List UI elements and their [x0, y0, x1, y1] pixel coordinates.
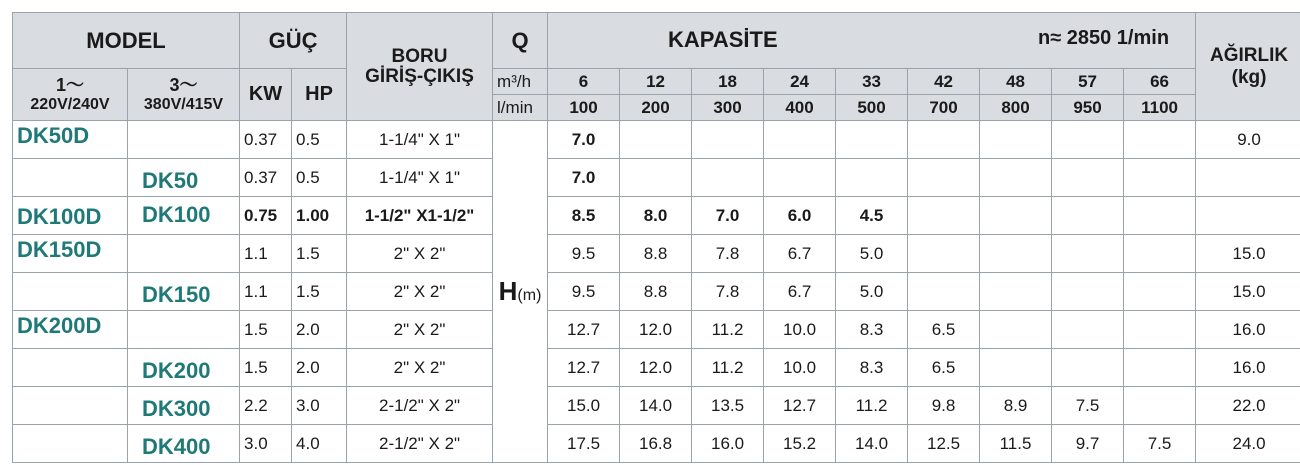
- head-value: [980, 273, 1052, 311]
- head-value: [1052, 311, 1124, 349]
- head-value: 16.8: [620, 425, 692, 463]
- head-value: 11.2: [692, 349, 764, 387]
- unit-lmin: l/min: [493, 95, 548, 121]
- head-value: 15.2: [764, 425, 836, 463]
- weight-header: [1196, 13, 1300, 121]
- head-value: 12.5: [908, 425, 980, 463]
- head-value: [620, 159, 692, 197]
- head-value: 7.5: [1052, 387, 1124, 425]
- head-value: [1124, 121, 1196, 159]
- capacity-m3h: 48: [980, 69, 1052, 95]
- capacity-m3h: 6: [548, 69, 620, 95]
- head-value: 8.0: [620, 197, 692, 235]
- head-value: [1124, 197, 1196, 235]
- head-value: [1052, 349, 1124, 387]
- head-value: [980, 121, 1052, 159]
- model-three-phase: DK400: [128, 425, 240, 463]
- weight-header-line2: (kg): [1231, 66, 1267, 88]
- head-value: 10.0: [764, 349, 836, 387]
- head-value: 12.7: [548, 311, 620, 349]
- head-value: 12.0: [620, 311, 692, 349]
- single-phase-line2: 220V/240V: [30, 95, 110, 113]
- model-single-phase: DK200D: [13, 311, 128, 349]
- head-value: [692, 121, 764, 159]
- head-value: [1124, 387, 1196, 425]
- head-value: 9.5: [548, 235, 620, 273]
- pipe-size: 2" X 2": [347, 235, 493, 273]
- head-value: 8.9: [980, 387, 1052, 425]
- weight-value: 16.0: [1196, 349, 1300, 387]
- weight-value: 24.0: [1196, 425, 1300, 463]
- weight-value: [1196, 197, 1300, 235]
- kw-value: 1.1: [240, 235, 292, 273]
- hp-value: 1.5: [292, 235, 347, 273]
- pump-spec-table: [12, 12, 1300, 463]
- three-phase-line1: 3～: [169, 74, 198, 95]
- head-value: [908, 235, 980, 273]
- head-value: 16.0: [692, 425, 764, 463]
- head-value: 17.5: [548, 425, 620, 463]
- kw-value: 0.37: [240, 121, 292, 159]
- kw-value: 1.5: [240, 349, 292, 387]
- head-value: 8.8: [620, 273, 692, 311]
- head-value: [1052, 197, 1124, 235]
- capacity-m3h: 12: [620, 69, 692, 95]
- model-three-phase: [128, 121, 240, 159]
- kw-value: 1.5: [240, 311, 292, 349]
- capacity-lmin: 800: [980, 95, 1052, 121]
- head-value: 6.7: [764, 235, 836, 273]
- head-value: 5.0: [836, 273, 908, 311]
- head-value: 6.7: [764, 273, 836, 311]
- table-row: [13, 387, 1300, 425]
- model-three-phase: DK300: [128, 387, 240, 425]
- model-three-phase: DK200: [128, 349, 240, 387]
- table-row: [13, 235, 1300, 273]
- head-value: 6.5: [908, 311, 980, 349]
- kw-header: KW: [240, 69, 292, 121]
- pipe-size: 1-1/2" X1-1/2": [347, 197, 493, 235]
- hp-value: 2.0: [292, 349, 347, 387]
- head-value: [1124, 311, 1196, 349]
- head-value: 9.5: [548, 273, 620, 311]
- head-value: [908, 121, 980, 159]
- pipe-header-line2: GİRİŞ-ÇIKIŞ: [365, 65, 474, 87]
- hp-value: 4.0: [292, 425, 347, 463]
- head-value: 7.8: [692, 235, 764, 273]
- head-value: 7.0: [548, 159, 620, 197]
- weight-value: 15.0: [1196, 273, 1300, 311]
- head-value: 4.5: [836, 197, 908, 235]
- power-header: GÜÇ: [240, 13, 347, 69]
- model-single-phase: DK50D: [13, 121, 128, 159]
- model-header: MODEL: [13, 13, 240, 69]
- capacity-lmin: 1100: [1124, 95, 1196, 121]
- head-value: 12.7: [764, 387, 836, 425]
- three-phase-header: [128, 69, 240, 121]
- head-value: 14.0: [620, 387, 692, 425]
- kw-value: 3.0: [240, 425, 292, 463]
- head-value: 12.7: [548, 349, 620, 387]
- capacity-lmin: 950: [1052, 95, 1124, 121]
- head-value: [1052, 235, 1124, 273]
- head-value: [1124, 235, 1196, 273]
- capacity-lmin: 400: [764, 95, 836, 121]
- head-letter: H: [498, 276, 518, 306]
- head-value: 7.0: [692, 197, 764, 235]
- weight-value: 9.0: [1196, 121, 1300, 159]
- head-value: 8.3: [836, 349, 908, 387]
- hp-header: HP: [292, 69, 347, 121]
- model-three-phase: DK100: [128, 197, 240, 235]
- pipe-header-line1: BORU: [391, 45, 448, 67]
- hp-value: 3.0: [292, 387, 347, 425]
- head-value: [1124, 159, 1196, 197]
- head-value: 10.0: [764, 311, 836, 349]
- table-row: [13, 159, 1300, 197]
- head-value: [764, 159, 836, 197]
- head-value: [1052, 273, 1124, 311]
- hp-value: 2.0: [292, 311, 347, 349]
- head-value: [908, 197, 980, 235]
- capacity-m3h: 24: [764, 69, 836, 95]
- capacity-label: KAPASİTE: [668, 27, 778, 52]
- pipe-size: 2" X 2": [347, 273, 493, 311]
- head-value: 9.8: [908, 387, 980, 425]
- head-value: 8.3: [836, 311, 908, 349]
- head-value: 15.0: [548, 387, 620, 425]
- head-value: [908, 273, 980, 311]
- model-single-phase: [13, 349, 128, 387]
- head-value: 8.5: [548, 197, 620, 235]
- capacity-m3h: 57: [1052, 69, 1124, 95]
- head-label: [493, 121, 548, 463]
- head-value: [1124, 349, 1196, 387]
- hp-value: 1.00: [292, 197, 347, 235]
- head-value: [980, 159, 1052, 197]
- model-three-phase: [128, 235, 240, 273]
- capacity-lmin: 200: [620, 95, 692, 121]
- table-row: [13, 197, 1300, 235]
- capacity-lmin: 500: [836, 95, 908, 121]
- model-single-phase: [13, 273, 128, 311]
- weight-header-line1: AĞIRLIK: [1209, 44, 1289, 66]
- head-value: [836, 159, 908, 197]
- head-value: [1124, 273, 1196, 311]
- head-value: [908, 159, 980, 197]
- kw-value: 0.75: [240, 197, 292, 235]
- pipe-size: 2" X 2": [347, 311, 493, 349]
- head-value: 11.5: [980, 425, 1052, 463]
- capacity-header: [548, 13, 1196, 69]
- head-value: 13.5: [692, 387, 764, 425]
- pipe-header: [347, 13, 493, 121]
- head-value: [620, 121, 692, 159]
- pipe-size: 2-1/2" X 2": [347, 425, 493, 463]
- pipe-size: 2-1/2" X 2": [347, 387, 493, 425]
- three-phase-line2: 380V/415V: [143, 95, 224, 113]
- head-value: 12.0: [620, 349, 692, 387]
- single-phase-header: [13, 69, 128, 121]
- head-value: 8.8: [620, 235, 692, 273]
- model-single-phase: [13, 159, 128, 197]
- head-value: [1052, 121, 1124, 159]
- capacity-lmin: 300: [692, 95, 764, 121]
- kw-value: 0.37: [240, 159, 292, 197]
- head-value: 9.7: [1052, 425, 1124, 463]
- weight-value: [1196, 159, 1300, 197]
- capacity-m3h: 18: [692, 69, 764, 95]
- head-value: [980, 311, 1052, 349]
- kw-value: 1.1: [240, 273, 292, 311]
- capacity-m3h: 33: [836, 69, 908, 95]
- kw-value: 2.2: [240, 387, 292, 425]
- head-value: 14.0: [836, 425, 908, 463]
- head-unit: (m): [517, 287, 542, 304]
- head-value: 11.2: [692, 311, 764, 349]
- pipe-size: 2" X 2": [347, 349, 493, 387]
- model-single-phase: DK100D: [13, 197, 128, 235]
- unit-m3h: m³/h: [493, 69, 548, 95]
- rpm-label: n≈ 2850 1/min: [1038, 27, 1170, 49]
- capacity-m3h: 66: [1124, 69, 1196, 95]
- single-phase-line1: 1～: [55, 74, 84, 95]
- model-single-phase: [13, 425, 128, 463]
- head-value: [692, 159, 764, 197]
- weight-value: 15.0: [1196, 235, 1300, 273]
- model-three-phase: DK150: [128, 273, 240, 311]
- model-single-phase: [13, 387, 128, 425]
- hp-value: 1.5: [292, 273, 347, 311]
- head-value: [980, 235, 1052, 273]
- weight-value: 22.0: [1196, 387, 1300, 425]
- q-header: Q: [493, 13, 548, 69]
- table-row: [13, 425, 1300, 463]
- table-row: [13, 349, 1300, 387]
- head-value: 7.8: [692, 273, 764, 311]
- head-value: [764, 121, 836, 159]
- capacity-lmin: 100: [548, 95, 620, 121]
- head-value: [836, 121, 908, 159]
- table-row: [13, 121, 1300, 159]
- head-value: 6.5: [908, 349, 980, 387]
- head-value: 5.0: [836, 235, 908, 273]
- head-value: [980, 349, 1052, 387]
- model-three-phase: DK50: [128, 159, 240, 197]
- head-value: [980, 197, 1052, 235]
- head-value: 11.2: [836, 387, 908, 425]
- weight-value: 16.0: [1196, 311, 1300, 349]
- model-three-phase: [128, 311, 240, 349]
- head-value: 7.0: [548, 121, 620, 159]
- head-value: [1052, 159, 1124, 197]
- capacity-lmin: 700: [908, 95, 980, 121]
- pipe-size: 1-1/4" X 1": [347, 121, 493, 159]
- head-value: 6.0: [764, 197, 836, 235]
- model-single-phase: DK150D: [13, 235, 128, 273]
- hp-value: 0.5: [292, 159, 347, 197]
- table-row: [13, 273, 1300, 311]
- pipe-size: 1-1/4" X 1": [347, 159, 493, 197]
- head-value: 7.5: [1124, 425, 1196, 463]
- table-row: [13, 311, 1300, 349]
- hp-value: 0.5: [292, 121, 347, 159]
- capacity-m3h: 42: [908, 69, 980, 95]
